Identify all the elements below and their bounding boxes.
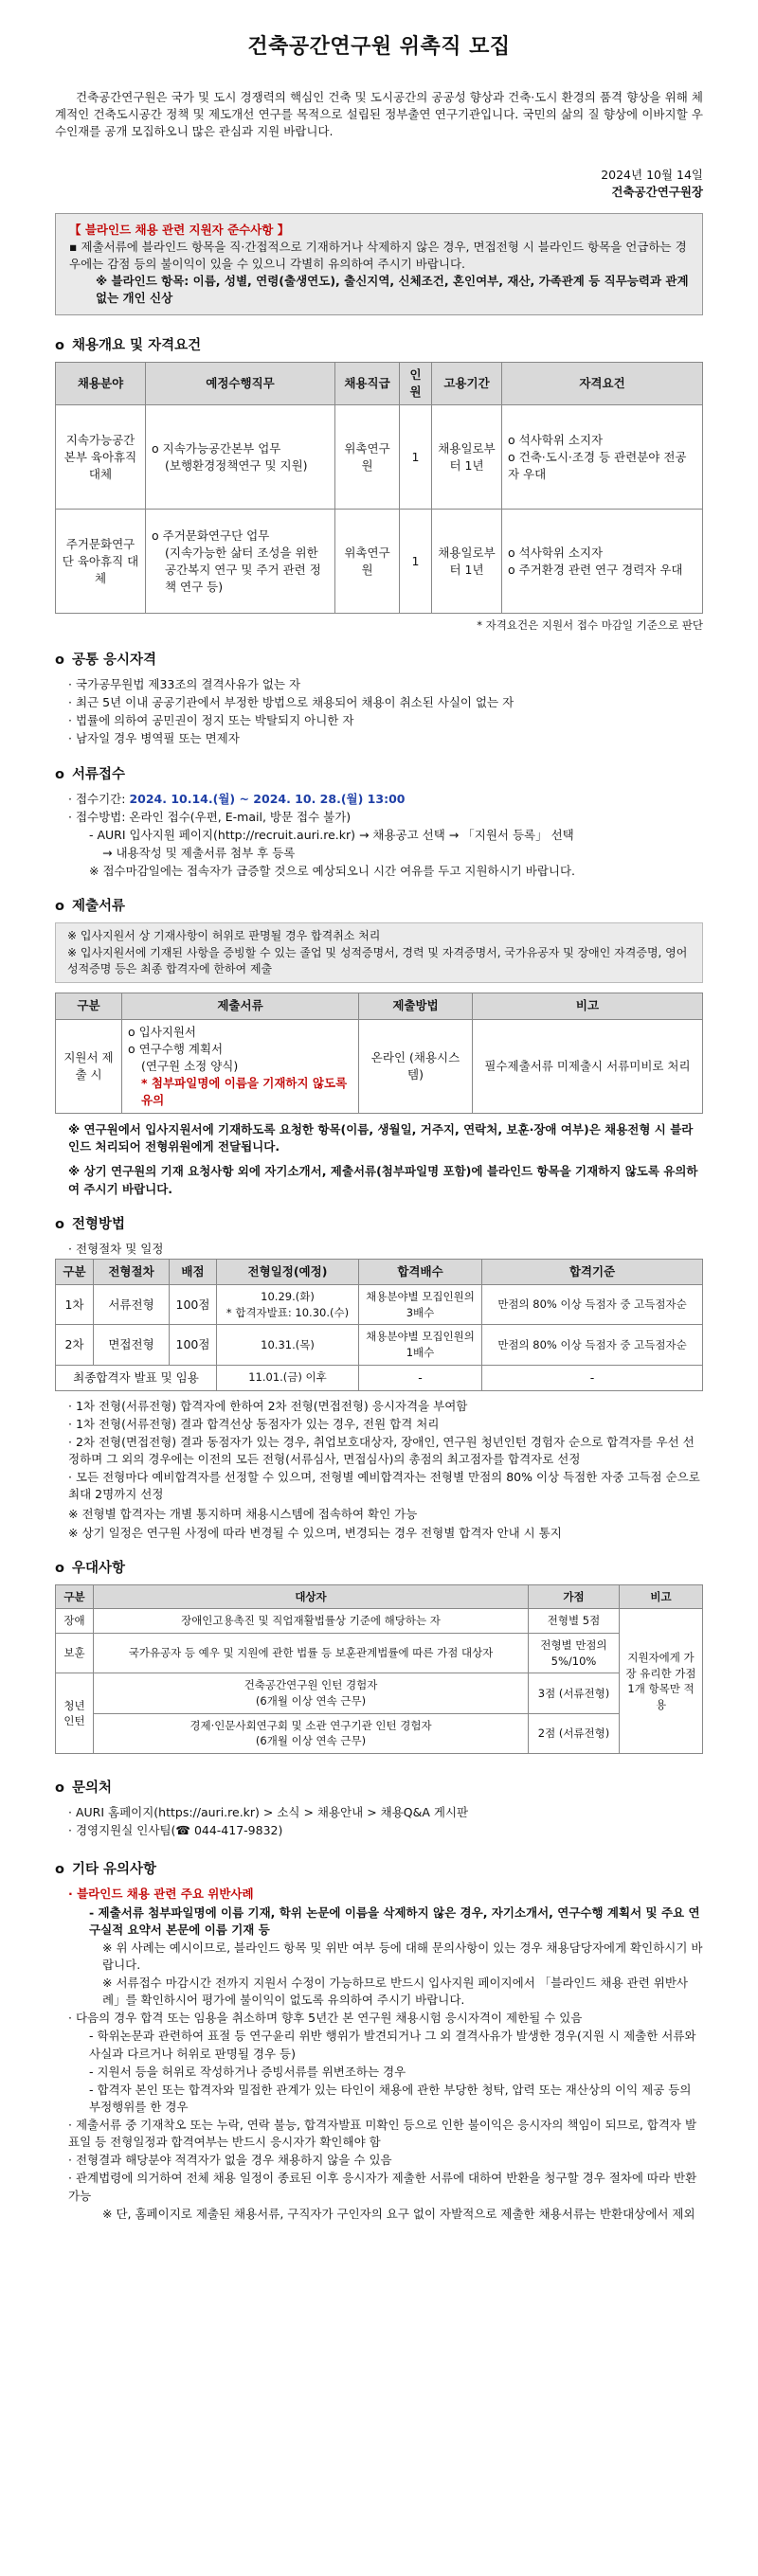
documents-notice-box — [55, 922, 703, 983]
col-header: 고용기간 — [432, 363, 502, 405]
cell-kind: 청년 인턴 — [56, 1673, 94, 1754]
documents-notice: ※ 입사지원서 상 기재사항이 허위로 판명될 경우 합격취소 처리 — [67, 929, 381, 943]
cell-stage: 2차 — [56, 1325, 94, 1365]
cell-remark: 지원자에게 가장 유리한 가점 1개 항목만 적용 — [620, 1609, 703, 1754]
notice-line: ▪ 제출서류에 블라인드 항목을 직·간접적으로 기재하거나 삭제하지 않은 경우, 면접전형 시 블라인드 항목을 언급하는 경우에는 감점 등의 불이익이 있을 수 있으니 각별히 유의하여 주시기 바랍니다. — [69, 239, 687, 271]
qualification-note: * 자격요건은 지원서 접수 마감일 기준으로 판단 — [477, 618, 703, 633]
cell-qualification: o 석사학위 소지자 o 건축·도시·조경 등 관련분야 전공자 우대 — [502, 405, 703, 510]
blind-warning: ※ 상기 연구원의 기재 요청사항 외에 자기소개서, 제출서류(첨부파일명 포함)에 블라인드 항목을 기재하지 않도록 유의하여 주시기 바랍니다. — [68, 1164, 698, 1196]
application-step: - AURI 입사지원 페이지(http://recruit.auri.re.kr) → 채용공고 선택 → 「지원서 등록」 선택 — [89, 827, 574, 842]
cell-target: 경제·인문사회연구회 및 소관 연구기관 인턴 경험자 (6개월 이상 연속 근무) — [94, 1713, 529, 1753]
col-header: 전형일정(예정) — [217, 1259, 359, 1284]
cell-score: 100점 — [170, 1325, 217, 1365]
col-header: 자격요건 — [502, 363, 703, 405]
col-header: 가점 — [529, 1584, 620, 1609]
cell-empty: - — [359, 1365, 482, 1390]
application-method: · 접수방법: 온라인 접수(우편, E-mail, 방문 접수 불가) — [68, 809, 352, 824]
violation-heading: · 블라인드 채용 관련 주요 위반사례 — [68, 1887, 254, 1902]
col-header: 합격기준 — [482, 1259, 703, 1284]
cell-period: 채용일로부터 1년 — [432, 510, 502, 614]
cell-count: 1 — [400, 510, 432, 614]
col-header: 채용분야 — [56, 363, 146, 405]
cell-final: 최종합격자 발표 및 임용 — [56, 1365, 217, 1390]
cell-schedule: 10.29.(화) * 합격자발표: 10.30.(수) — [217, 1284, 359, 1324]
cell-stage: 1차 — [56, 1284, 94, 1324]
cell-empty: - — [482, 1365, 703, 1390]
list-item: · 최근 5년 이내 공공기관에서 부정한 방법으로 채용되어 채용이 취소된 사실이 없는 자 — [68, 695, 514, 710]
col-header: 제출서류 — [122, 993, 359, 1019]
cell-qualification: o 석사학위 소지자 o 주거환경 관련 연구 경력자 우대 — [502, 510, 703, 614]
section-preference-title: o 우대사항 — [55, 1560, 125, 1576]
notice-blind-items: ※ 블라인드 항목: 이름, 성별, 연령(출생연도), 출신지역, 신체조건, 혼인여부, 재산, 가족관계 등 직무능력과 관계없는 개인 신상 — [96, 273, 689, 306]
cell-target: 장애인고용촉진 및 직업재활법률상 기준에 해당하는 자 — [94, 1609, 529, 1634]
return-note: ※ 단, 홈페이지로 제출된 채용서류, 구직자가 구인자의 요구 없이 자발적으로 제출한 채용서류는 반환대상에서 제외 — [102, 2206, 695, 2221]
page-title: 건축공간연구원 위촉직 모집 — [247, 35, 511, 59]
list-item: · 2차 전형(면접전형) 결과 동점자가 있는 경우, 취업보호대상자, 장애인, 연구원 청년인턴 경험자 순으로 합격자를 우선 선정하며 그 외의 경우에는 이전의 모든 전형(서류심사, 면접심사)의 총점의 최고점자를 합격자로 선정 — [68, 1435, 695, 1467]
documents-table — [55, 993, 703, 1114]
cell-multiple: 채용분야별 모집인원의 1배수 — [359, 1325, 482, 1365]
cell-remark: 필수제출서류 미제출시 서류미비로 처리 — [473, 1019, 703, 1114]
section-eligibility-title: o 공통 응시자격 — [55, 653, 157, 669]
section-overview-title: o 채용개요 및 자격요건 — [55, 338, 202, 354]
col-header: 구분 — [56, 1584, 94, 1609]
list-subitem: - 학위논문과 관련하여 표절 등 연구윤리 위반 행위가 발견되거나 그 외 결격사유가 발생한 경우(지원 시 제출한 서류와 사실과 다르거나 허위로 판명될 경우 등) — [89, 2029, 696, 2061]
notice-title: 【 블라인드 채용 관련 지원자 준수사항 】 — [69, 222, 290, 237]
cell-kind: 지원서 제출 시 — [56, 1019, 122, 1114]
intro-paragraph: 건축공간연구원은 국가 및 도시 경쟁력의 핵심인 건축 및 도시공간의 공공성 향상과 건축·도시 환경의 품격 향상을 위해 체계적인 건축도시공간 정책 및 제도개선 연구를 목적으로 설립된 정부출연 연구기관입니다. 국민의 삶의 질 향상에 이바지할 우수인재를 공개 모집하오니 많은 관심과 지원 바랍니다. — [55, 89, 703, 139]
cell-kind: 장애 — [56, 1609, 94, 1634]
contact-website[interactable]: · AURI 홈페이지(https://auri.re.kr) > 소식 > 채용안내 > 채용Q&A 게시판 — [68, 1805, 469, 1820]
col-header: 구분 — [56, 1259, 94, 1284]
selection-note: ※ 전형별 합격자는 개별 통지하며 채용시스템에 접속하여 확인 가능 — [68, 1506, 418, 1521]
table-row — [56, 1673, 703, 1713]
documents-notice: ※ 입사지원서에 기재된 사항을 증빙할 수 있는 졸업 및 성적증명서, 경력 및 자격증명서, 국가유공자 및 장애인 자격증명, 영어성적증명 등은 최종 합격자에 한하여 제출 — [67, 945, 688, 976]
cell-score: 100점 — [170, 1284, 217, 1324]
col-header: 비고 — [473, 993, 703, 1019]
col-header: 배점 — [170, 1259, 217, 1284]
table-row — [56, 405, 703, 510]
col-header: 대상자 — [94, 1584, 529, 1609]
col-header: 예정수행직무 — [146, 363, 335, 405]
list-item: · 법률에 의하여 공민권이 정지 또는 박탈되지 아니한 자 — [68, 713, 354, 728]
list-subitem: - 합격자 본인 또는 합격자와 밀접한 관계가 있는 타인이 채용에 관한 부당한 청탁, 압력 또는 재산상의 이익 제공 등의 부정행위를 한 경우 — [89, 2082, 692, 2114]
table-row — [56, 510, 703, 614]
list-item: · 전형결과 해당분야 적격자가 없을 경우 채용하지 않을 수 있음 — [68, 2153, 392, 2168]
cell-target: 국가유공자 등 예우 및 지원에 관한 법률 등 보훈관계법률에 따른 가점 대상자 — [94, 1634, 529, 1673]
cell-step: 면접전형 — [94, 1325, 170, 1365]
col-header: 제출방법 — [359, 993, 473, 1019]
cell-points: 전형별 만점의 5%/10% — [529, 1634, 620, 1673]
preference-table — [55, 1584, 703, 1754]
section-selection-title: o 전형방법 — [55, 1216, 125, 1232]
selection-note: ※ 상기 일정은 연구원 사정에 따라 변경될 수 있으며, 변경되는 경우 전형별 합격자 안내 시 통지 — [68, 1525, 562, 1540]
table-row — [56, 1019, 703, 1114]
cell-documents: o 입사지원서 o 연구수행 계획서 (연구원 소정 양식) * 첨부파일명에 이름을 기재하지 않도록 유의 — [122, 1019, 359, 1114]
list-subitem: - 지원서 등을 허위로 작성하거나 증빙서류를 위변조하는 경우 — [89, 2064, 406, 2079]
notice-date: 2024년 10월 14일 — [601, 168, 703, 183]
table-row — [56, 1634, 703, 1673]
cell-duty: o 지속가능공간본부 업무 (보행환경정책연구 및 지원) — [146, 405, 335, 510]
section-documents-title: o 제출서류 — [55, 899, 125, 915]
cell-criteria: 만점의 80% 이상 득점자 중 고득점자순 — [482, 1284, 703, 1324]
blind-hiring-notice — [55, 213, 703, 316]
cell-count: 1 — [400, 405, 432, 510]
col-header: 전형절차 — [94, 1259, 170, 1284]
violation-note: ※ 서류접수 마감시간 전까지 지원서 수정이 가능하므로 반드시 입사지원 페이지에서 「블라인드 채용 관련 위반사례」를 확인하시어 평가에 불이익이 없도록 유의하여 주시기 바랍니다. — [102, 1976, 689, 2008]
cell-final-date: 11.01.(금) 이후 — [217, 1365, 359, 1390]
application-period: · 접수기간: 2024. 10.14.(월) ~ 2024. 10. 28.(월) 13:00 — [68, 791, 406, 806]
section-application-title: o 서류접수 — [55, 766, 125, 782]
section-contact-title: o 문의처 — [55, 1780, 112, 1797]
cell-period: 채용일로부터 1년 — [432, 405, 502, 510]
cell-kind: 보훈 — [56, 1634, 94, 1673]
cell-criteria: 만점의 80% 이상 득점자 중 고득점자순 — [482, 1325, 703, 1365]
list-item: · 1차 전형(서류전형) 합격자에 한하여 2차 전형(면접전형) 응시자격을 부여함 — [68, 1398, 468, 1413]
list-item: · 다음의 경우 합격 또는 임용을 취소하며 향후 5년간 본 연구원 채용시험 응시자격이 제한될 수 있음 — [68, 2011, 583, 2026]
col-header: 채용직급 — [335, 363, 400, 405]
list-item: · 모든 전형마다 예비합격자를 선정할 수 있으며, 전형별 예비합격자는 전형별 만점의 80% 이상 득점한 자중 고득점 순으로 최대 2명까지 선정 — [68, 1470, 700, 1502]
cell-grade: 위촉연구원 — [335, 405, 400, 510]
violation-note: ※ 위 사례는 예시이므로, 블라인드 항목 및 위반 여부 등에 대해 문의사항이 있는 경우 채용담당자에게 확인하시기 바랍니다. — [102, 1940, 703, 1972]
selection-subtitle: · 전형절차 및 일정 — [68, 1241, 164, 1256]
table-row — [56, 1284, 703, 1324]
list-item: · 1차 전형(서류전형) 결과 합격선상 동점자가 있는 경우, 전원 합격 처리 — [68, 1416, 440, 1431]
col-header: 구분 — [56, 993, 122, 1019]
issuer: 건축공간연구원장 — [611, 185, 703, 200]
table-row — [56, 1713, 703, 1753]
section-other-title: o 기타 유의사항 — [55, 1862, 157, 1878]
overview-table — [55, 362, 703, 614]
table-row — [56, 1325, 703, 1365]
list-item: · 관계법령에 의거하여 전체 채용 일정이 종료된 이후 응시자가 제출한 서류에 대하여 반환을 청구할 경우 절차에 따라 반환 가능 — [68, 2171, 697, 2203]
cell-points: 3점 (서류전형) — [529, 1673, 620, 1713]
cell-field: 지속가능공간본부 육아휴직 대체 — [56, 405, 146, 510]
cell-field: 주거문화연구단 육아휴직 대체 — [56, 510, 146, 614]
violation-example: - 제출서류 첨부파일명에 이름 기재, 학위 논문에 이름을 삭제하지 않은 경우, 자기소개서, 연구수행 계획서 및 주요 연구실적 요약서 본문에 이름 기재 등 — [89, 1905, 700, 1937]
cell-grade: 위촉연구원 — [335, 510, 400, 614]
list-item: · 남자일 경우 병역필 또는 면제자 — [68, 731, 240, 746]
list-item: · 국가공무원법 제33조의 결격사유가 없는 자 — [68, 677, 301, 692]
cell-schedule: 10.31.(목) — [217, 1325, 359, 1365]
table-row — [56, 1365, 703, 1390]
list-item: · 제출서류 중 기재착오 또는 누락, 연락 불능, 합격자발표 미확인 등으로 인한 불이익은 응시자의 책임이 되므로, 합격자 발표일 등 전형일정과 합격여부는 반드시 응시자가 확인해야 함 — [68, 2118, 697, 2150]
cell-multiple: 채용분야별 모집인원의 3배수 — [359, 1284, 482, 1324]
selection-table — [55, 1259, 703, 1391]
cell-target: 건축공간연구원 인턴 경험자 (6개월 이상 연속 근무) — [94, 1673, 529, 1713]
application-note: ※ 접수마감일에는 접속자가 급증할 것으로 예상되오니 시간 여유를 두고 지원하시기 바랍니다. — [89, 864, 576, 879]
table-row — [56, 1609, 703, 1634]
cell-points: 2점 (서류전형) — [529, 1713, 620, 1753]
cell-duty: o 주거문화연구단 업무 (지속가능한 삶터 조성을 위한 공간복지 연구 및 주거 관련 정책 연구 등) — [146, 510, 335, 614]
contact-phone: · 경영지원실 인사팀(☎ 044-417-9832) — [68, 1823, 283, 1838]
col-header: 인원 — [400, 363, 432, 405]
col-header: 비고 — [620, 1584, 703, 1609]
col-header: 합격배수 — [359, 1259, 482, 1284]
cell-method: 온라인 (채용시스템) — [359, 1019, 473, 1114]
cell-step: 서류전형 — [94, 1284, 170, 1324]
blind-warning: ※ 연구원에서 입사지원서에 기재하도록 요청한 항목(이름, 생월일, 거주지, 연락처, 보훈·장애 여부)은 채용전형 시 블라인드 처리되어 전형위원에게 전달됩니다. — [68, 1122, 694, 1154]
cell-points: 전형별 5점 — [529, 1609, 620, 1634]
application-step: → 내용작성 및 제출서류 첨부 후 등록 — [102, 845, 296, 860]
